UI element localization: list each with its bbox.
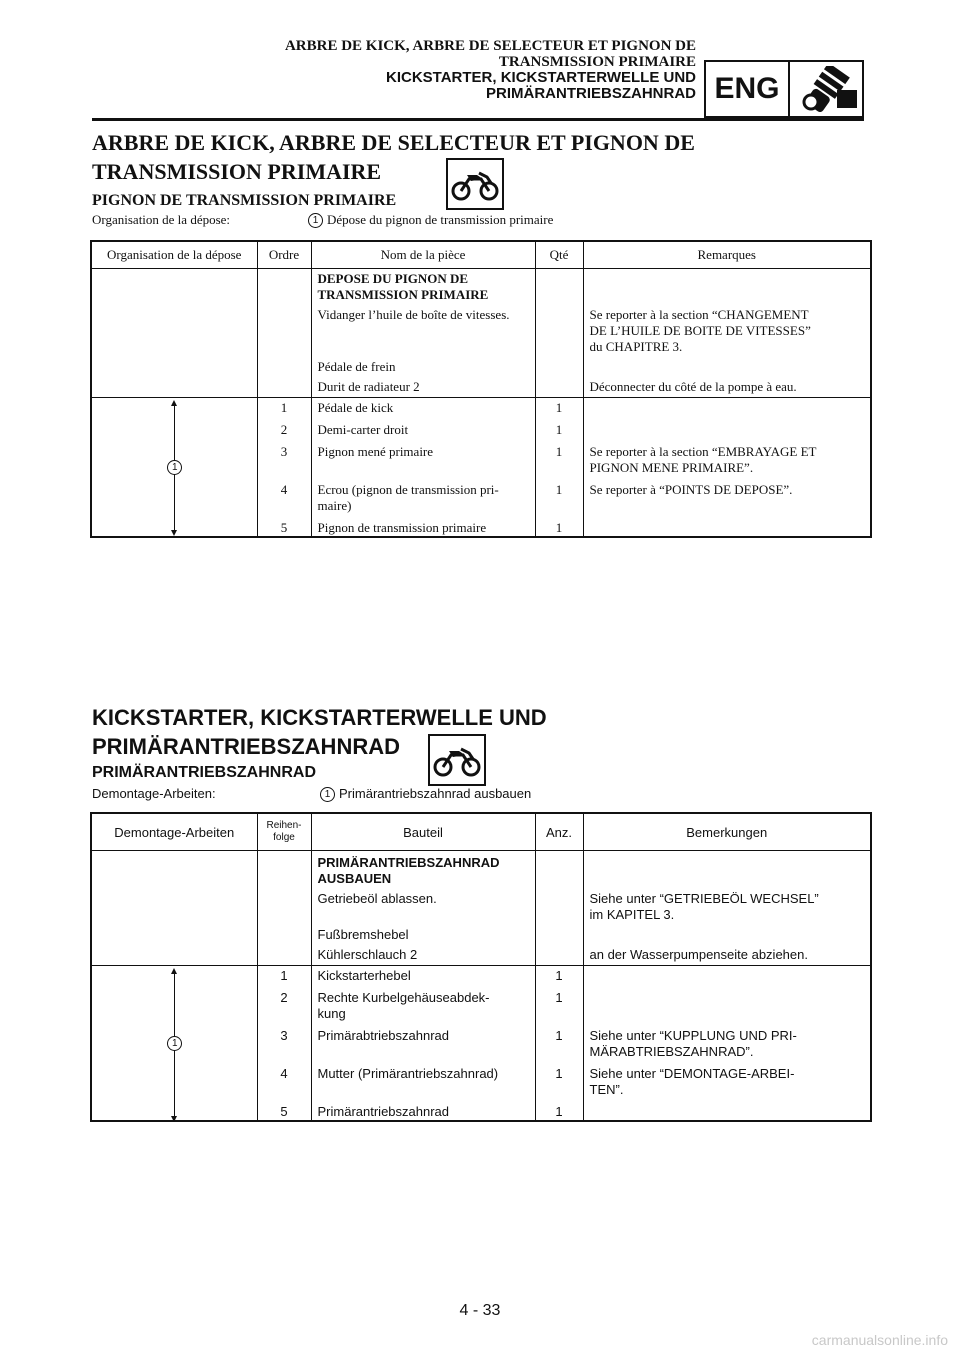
remark-3: Se reporter à la section “EMBRAYAGE ET xyxy=(589,444,817,459)
removal-order-arrow xyxy=(91,966,257,1122)
removal-order-label-fr: Organisation de la dépose: xyxy=(92,212,231,227)
order-5: 5 xyxy=(280,1104,288,1119)
subsection-title-fr: PIGNON DE TRANSMISSION PRIMAIRE xyxy=(92,192,397,209)
order-column xyxy=(257,398,311,538)
removal-order-arrow xyxy=(91,398,257,538)
col-header-qty: Qté xyxy=(535,241,583,269)
eng-label: ENG xyxy=(706,62,790,116)
table-row-steps xyxy=(91,398,871,538)
remarks-column: Siehe unter “KUPPLUNG UND PRI- MÄRABTRIEBSZAHNRAD”. Siehe unter “DEMONTAGE-ARBEI- TEN”. xyxy=(583,966,871,1122)
part-name-2: Demi-carter droit xyxy=(317,422,409,437)
qty-column: 1 1 1 1 1 xyxy=(535,398,583,538)
order-3: 3 xyxy=(280,1028,288,1043)
table-row-prep xyxy=(91,851,871,966)
removal-order-label-de: Demontage-Arbeiten: xyxy=(92,786,216,801)
prep-part-names: PRIMÄRANTRIEBSZAHNRAD AUSBAUEN Getriebeöl ablassen. Fußbremshebel Kühlerschlauch 2 xyxy=(311,851,535,966)
part-5: Primärantriebszahnrad xyxy=(317,1104,450,1119)
col-header-qty: Anz. xyxy=(535,813,583,851)
part-name-1: Pédale de kick xyxy=(317,400,394,415)
order-1: 1 xyxy=(280,968,288,983)
table-header-row xyxy=(91,813,871,851)
col-header-remarks: Bemerkungen xyxy=(583,813,871,851)
col-header-removal-steps: Demontage-Arbeiten xyxy=(91,813,257,851)
removal-table-de xyxy=(90,812,872,1122)
removal-table-fr xyxy=(90,240,872,538)
prep-part-names: DEPOSE DU PIGNON DE TRANSMISSION PRIMAIRE Vidanger l’huile de boîte de vitesses. Pédale de frein Durit de radiateur 2 xyxy=(311,269,535,398)
part-name-5: Pignon de transmission primaire xyxy=(317,520,487,535)
part-name-4: Ecrou (pignon de transmission pri- xyxy=(317,482,499,497)
section-title-de: KICKSTARTER, KICKSTARTERWELLE UND PRIMÄRANTRIEBSZAHNRAD xyxy=(92,705,547,759)
part-3: Primärabtriebszahnrad xyxy=(317,1028,450,1043)
col-header-part-name: Nom de la pièce xyxy=(311,241,535,269)
removal-order-desc-de: 1 Primärantriebszahnrad ausbauen xyxy=(320,786,531,802)
order-1: 1 xyxy=(280,400,288,415)
col-header-remarks: Remarques xyxy=(583,241,871,269)
circled-number: 1 xyxy=(308,213,323,228)
order-3: 3 xyxy=(280,444,288,459)
qty-column: 1 1 1 1 1 xyxy=(535,966,583,1122)
order-2: 2 xyxy=(280,422,288,437)
order-2: 2 xyxy=(280,990,288,1005)
part-column: Kickstarterhebel Rechte Kurbelgehäuseabdek- kung Primärabtriebszahnrad Mutter (Primärantriebszahnrad) Primärantriebszahnrad xyxy=(311,966,535,1122)
engine-bolt-icon xyxy=(790,62,862,116)
circled-number: 1 xyxy=(167,460,182,475)
prep-remarks: Siehe unter “GETRIEBEÖL WECHSEL” im KAPITEL 3. an der Wasserpumpenseite abziehen. xyxy=(583,851,871,966)
header-rule xyxy=(92,118,864,121)
order-column xyxy=(257,966,311,1122)
remark-3: Siehe unter “KUPPLUNG UND PRI- xyxy=(589,1028,797,1043)
order-5: 5 xyxy=(280,520,288,535)
part-4: Mutter (Primärantriebszahnrad) xyxy=(317,1066,499,1081)
part-1: Kickstarterhebel xyxy=(317,968,411,983)
header-title-fr: ARBRE DE KICK, ARBRE DE SELECTEUR ET PIGNON DE TRANSMISSION PRIMAIRE xyxy=(284,38,696,70)
table-row-steps xyxy=(91,966,871,1122)
removal-order-desc-fr: 1 Dépose du pignon de transmission primaire xyxy=(308,212,553,228)
col-header-part: Bauteil xyxy=(311,813,535,851)
col-header-order: Ordre xyxy=(257,241,311,269)
remarks-column: Se reporter à la section “EMBRAYAGE ET PIGNON MENE PRIMAIRE”. Se reporter à “POINTS DE DEPOSE”. xyxy=(583,398,871,538)
eng-badge xyxy=(704,60,864,118)
section-title-fr: ARBRE DE KICK, ARBRE DE SELECTEUR ET PIGNON DE TRANSMISSION PRIMAIRE xyxy=(92,130,695,184)
remark-4: Se reporter à “POINTS DE DEPOSE”. xyxy=(589,482,793,497)
order-4: 4 xyxy=(280,482,288,497)
col-header-order: Reihen- folge xyxy=(257,813,311,851)
page-number: 4 - 33 xyxy=(459,1302,501,1319)
table-row-prep xyxy=(91,269,871,398)
order-4: 4 xyxy=(280,1066,288,1081)
table-header-row xyxy=(91,241,871,269)
motocross-bike-icon xyxy=(446,158,504,210)
part-name-column: Pédale de kick Demi-carter droit Pignon mené primaire Ecrou (pignon de transmission pri- maire) Pignon de transmission primaire xyxy=(311,398,535,538)
watermark: carmanualsonline.info xyxy=(811,1332,948,1348)
remark-4: Siehe unter “DEMONTAGE-ARBEI- xyxy=(589,1066,795,1081)
header-title-de: KICKSTARTER, KICKSTARTERWELLE UND PRIMÄRANTRIEBSZAHNRAD xyxy=(386,69,696,102)
part-2: Rechte Kurbelgehäuseabdek- xyxy=(317,990,490,1005)
circled-number: 1 xyxy=(167,1036,182,1051)
motocross-bike-icon xyxy=(428,734,486,786)
subsection-title-de: PRIMÄRANTRIEBSZAHNRAD xyxy=(92,764,316,781)
part-name-3: Pignon mené primaire xyxy=(317,444,434,459)
prep-remarks: Se reporter à la section “CHANGEMENT DE L’HUILE DE BOITE DE VITESSES” du CHAPITRE 3. Déconnecter du côté de la pompe à eau. xyxy=(583,269,871,398)
col-header-organisation: Organisation de la dépose xyxy=(91,241,257,269)
circled-number: 1 xyxy=(320,787,335,802)
